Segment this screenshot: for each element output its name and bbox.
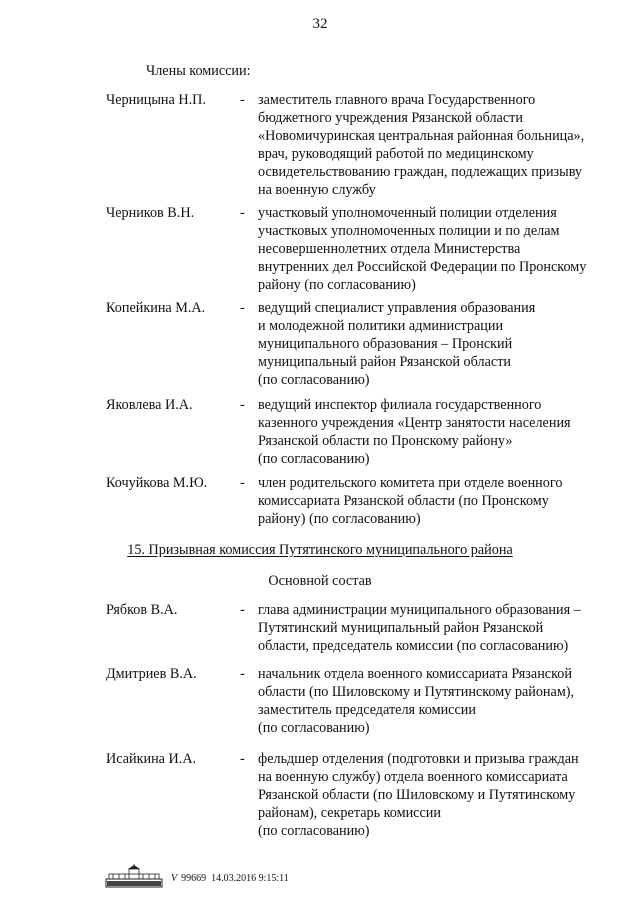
page-number: 32 [312,16,328,32]
member-name: Яковлева И.А. [106,397,193,413]
entry-dash: - [240,475,245,491]
entry-dash: - [240,751,245,767]
member-name: Кочуйкова М.Ю. [106,475,208,491]
description-line: (по согласованию) [258,451,370,467]
entry-dash: - [240,666,245,682]
description-line: (по согласованию) [258,372,370,388]
description-line: на военную службу [258,182,376,198]
subsection-title-text: 15. Призывная комиссия Путятинского муниципального района [127,542,513,558]
description-line: врач, руководящий работой по медицинскому [258,146,534,162]
description-line: бюджетного учреждения Рязанской области [258,110,523,126]
description-line: на военную службу) отдела военного комиссариата [258,769,568,785]
description-line: освидетельствованию граждан, подлежащих призыву [258,164,582,180]
member-description [258,750,628,840]
document-number: 99669 [181,873,207,884]
member-name: Дмитриев В.А. [106,666,197,682]
entry-dash: - [240,92,245,108]
building-logo-icon [105,864,163,888]
description-line: (по согласованию) [258,823,370,839]
description-line: внутренних дел Российской Федерации по Пронскому [258,259,587,275]
description-line: и молодежной политики администрации [258,318,504,334]
member-name: Черницына Н.П. [106,92,206,108]
description-line: глава администрации муниципального образования – [258,602,581,618]
description-line: области, председатель комиссии (по согласованию) [258,638,569,654]
member-description [258,396,628,468]
member-description [258,474,628,528]
entry-dash: - [240,602,245,618]
entry-dash: - [240,300,245,316]
description-line: участковый уполномоченный полиции отделения [258,205,557,221]
stamp-text [171,873,289,885]
subsection-title [0,541,640,559]
description-line: комиссариата Рязанской области (по Пронскому [258,493,549,509]
description-line: Рязанской области по Пронскому району» [258,433,513,449]
description-line: заместитель главного врача Государственного [258,92,536,108]
description-line: ведущий инспектор филиала государственного [258,397,542,413]
footer-stamp [105,864,445,888]
description-line: муниципальный район Рязанской области [258,354,511,370]
entry-dash: - [240,397,245,413]
description-line: фельдшер отделения (подготовки и призыва граждан [258,751,579,767]
description-line: району (по согласованию) [258,277,416,293]
member-description [258,665,628,737]
description-line: несовершеннолетних отдела Министерства [258,241,521,257]
description-line: муниципального образования – Пронский [258,336,513,352]
description-line: ведущий специалист управления образования [258,300,536,316]
member-name: Копейкина М.А. [106,300,206,316]
stamp-mark: V [171,873,178,884]
description-line: заместитель председателя комиссии [258,702,476,718]
stamp-timestamp: 14.03.2016 9:15:11 [211,873,289,884]
member-name: Исайкина И.А. [106,751,197,767]
description-line: Рязанской области (по Шиловскому и Путятинскому [258,787,576,803]
member-description [258,299,628,389]
description-line: (по согласованию) [258,720,370,736]
description-line: член родительского комитета при отделе военного [258,475,563,491]
member-description [258,204,628,294]
members-heading: Члены комиссии: [146,63,251,79]
member-description [258,601,628,655]
description-line: «Новомичуринская центральная районная больница», [258,128,585,144]
description-line: районам), секретарь комиссии [258,805,441,821]
member-name: Черников В.Н. [106,205,195,221]
composition-title: Основной состав [268,573,372,589]
description-line: казенного учреждения «Центр занятости населения [258,415,571,431]
description-line: начальник отдела военного комиссариата Рязанской [258,666,572,682]
member-name: Рябков В.А. [106,602,178,618]
member-description [258,91,628,199]
description-line: области (по Шиловскому и Путятинскому районам), [258,684,575,700]
description-line: району) (по согласованию) [258,511,421,527]
entry-dash: - [240,205,245,221]
description-line: Путятинский муниципальный район Рязанской [258,620,544,636]
description-line: участковых уполномоченных полиции и по делам [258,223,560,239]
